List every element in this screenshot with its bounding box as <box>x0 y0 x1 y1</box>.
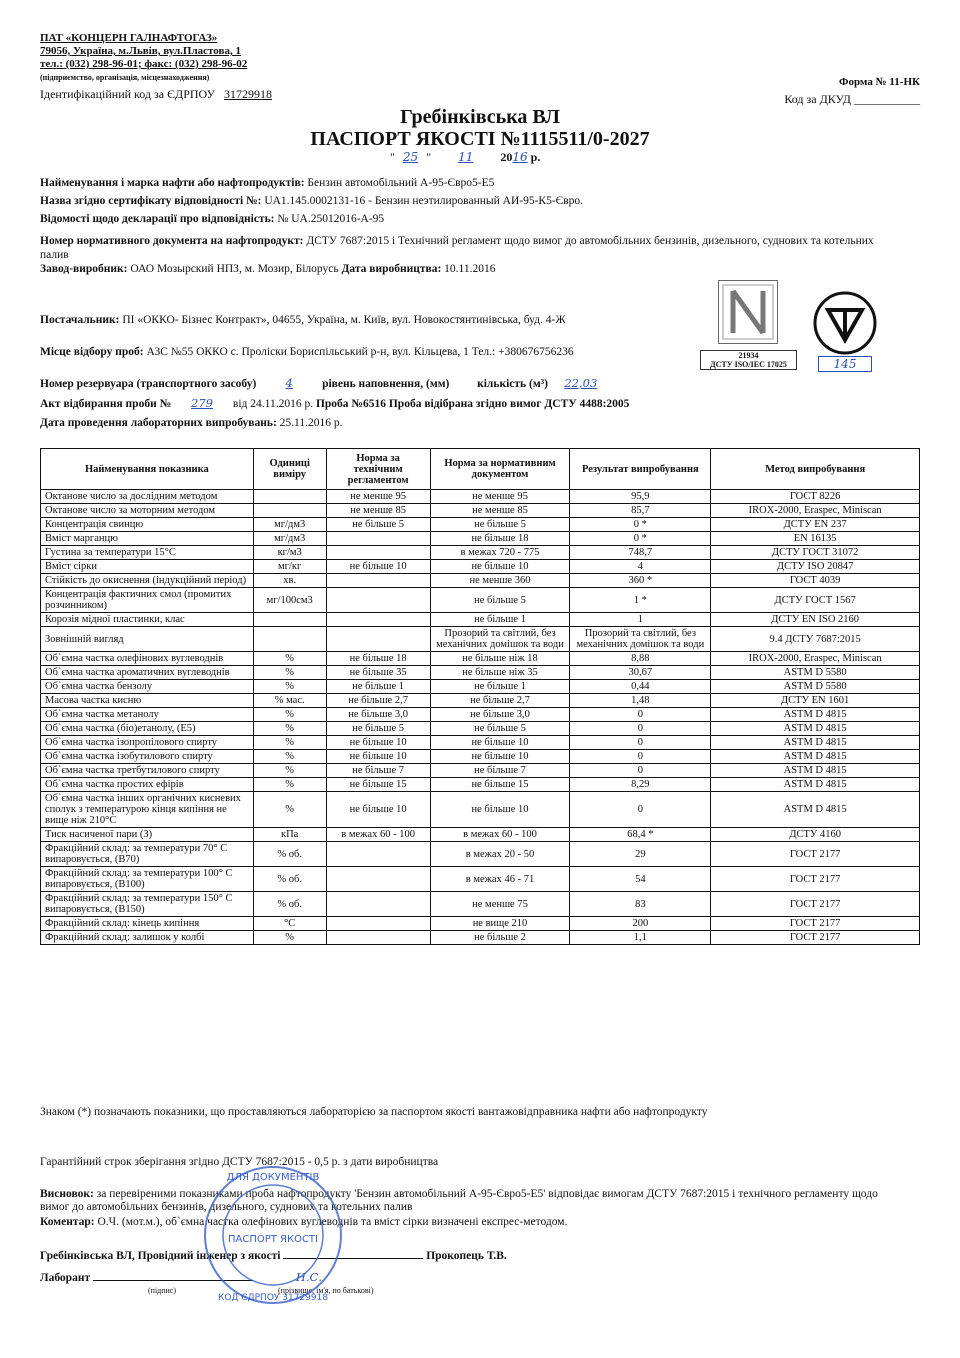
header-indicator: Найменування показника <box>41 449 254 490</box>
seal-code-text: КОД ЄДРПОУ 31729918 <box>217 1293 329 1303</box>
cert-value: UA1.145.0002131-16 - Бензин неэтилированный АИ-95-К5-Євро. <box>264 195 584 207</box>
cell-result: 4 <box>570 560 711 574</box>
table-row <box>41 867 920 892</box>
cell-indicator: Концентрація свинцю <box>41 518 254 532</box>
cell-unit: мг/кг <box>253 560 326 574</box>
cert-field <box>40 194 900 208</box>
cell-method: ASTM D 4815 <box>711 736 920 750</box>
product-field <box>40 176 900 190</box>
passport-date: " 25 " 11 2016 р. <box>390 150 541 164</box>
edrpou-value: 31729918 <box>224 87 273 101</box>
cell-result: 8,88 <box>570 652 711 666</box>
cell-indicator: Фракційний склад: за температури 70° С випаровується, (В70) <box>41 842 254 867</box>
table-row <box>41 736 920 750</box>
cell-norm-document: не більше ніж 18 <box>430 652 570 666</box>
cell-method: EN 16135 <box>711 532 920 546</box>
lab-stamp-number: 145 <box>818 356 872 372</box>
cell-result: 83 <box>570 892 711 917</box>
cell-norm-regulation: не більше 10 <box>326 792 430 828</box>
accreditation-number: 21934 <box>738 351 759 360</box>
cell-norm-document: не менше 75 <box>430 892 570 917</box>
cell-norm-document: не вище 210 <box>430 917 570 931</box>
cell-indicator: Вміст марганцю <box>41 532 254 546</box>
header-method: Метод випробування <box>711 449 920 490</box>
tank-label: Номер резервуара (транспортного засобу) <box>40 378 257 390</box>
sampling-value: АЗС №55 ОККО с. Пролiски Бориспільський р-н, вул. Кільцева, 1 Тел.: +380676756236 <box>146 346 574 358</box>
cell-norm-regulation <box>326 627 430 652</box>
cell-method: IROX-2000, Eraspec, Miniscan <box>711 504 920 518</box>
cell-method: ASTM D 4815 <box>711 750 920 764</box>
table-row <box>41 778 920 792</box>
cell-indicator: Фракційний склад: за температури 100° С випаровується, (В100) <box>41 867 254 892</box>
cell-method: ДСТУ EN 237 <box>711 518 920 532</box>
table-row <box>41 504 920 518</box>
cell-unit: % <box>253 764 326 778</box>
cell-norm-regulation: не більше 2,7 <box>326 694 430 708</box>
supplier-field <box>40 313 680 327</box>
cell-norm-regulation <box>326 588 430 613</box>
date-year-end: р. <box>530 150 541 164</box>
table-row <box>41 613 920 627</box>
cell-unit <box>253 627 326 652</box>
cell-unit: % <box>253 931 326 945</box>
table-row <box>41 490 920 504</box>
cell-norm-document: не більше 2,7 <box>430 694 570 708</box>
cell-norm-document: не більше 5 <box>430 722 570 736</box>
plant-value: ОАО Мозырский НПЗ, м. Мозир, Білорусь <box>130 263 339 275</box>
act-date: від 24.11.2016 р. <box>232 398 314 410</box>
cell-result: 0 * <box>570 532 711 546</box>
norm-value: ДСТУ 7687:2015 і Технічний регламент щодо вимог до автомобільних бензинів, дизельного, суднових та котельних палив <box>40 235 874 261</box>
company-seal <box>198 1150 348 1320</box>
caption-sign: (підпис) <box>148 1286 177 1295</box>
cell-result: 0 <box>570 792 711 828</box>
header-norm-document: Норма за нормативним документом <box>430 449 570 490</box>
sampling-label: Місце відбору проб: <box>40 346 144 358</box>
cell-norm-regulation <box>326 892 430 917</box>
cell-result: 8,29 <box>570 778 711 792</box>
cell-unit: % <box>253 652 326 666</box>
date-month: 11 <box>458 150 474 164</box>
declaration-field <box>40 212 900 226</box>
cell-norm-document: не більше 10 <box>430 750 570 764</box>
cell-method: ГОСТ 8226 <box>711 490 920 504</box>
table-row <box>41 574 920 588</box>
cell-unit: мг/дм3 <box>253 532 326 546</box>
cell-indicator: Об`ємна частка ізопропілового спирту <box>41 736 254 750</box>
lab-assistant-label: Лаборант <box>40 1272 91 1284</box>
cell-norm-document: в межах 46 - 71 <box>430 867 570 892</box>
supplier-label: Постачальник: <box>40 314 120 326</box>
cell-method: ДСТУ EN 1601 <box>711 694 920 708</box>
cell-method: ASTM D 4815 <box>711 778 920 792</box>
cell-norm-regulation <box>326 842 430 867</box>
asterisk-note: Знаком (*) позначають показники, що проставляються лабораторією за паспортом якості вантажовідправника нафти або нафтопродукту <box>40 1106 708 1118</box>
edrpou-line <box>40 88 272 101</box>
cell-indicator: Фракційний склад: за температури 150° С випаровується, (В150) <box>41 892 254 917</box>
cell-norm-regulation: не більше 15 <box>326 778 430 792</box>
engineer-label: Гребінківська ВЛ, Провідний інженер з якості <box>40 1250 281 1262</box>
cell-norm-regulation <box>326 532 430 546</box>
quality-table <box>40 448 920 945</box>
cell-norm-document: Прозорий та світлий, без механічних домішок та води <box>430 627 570 652</box>
table-row <box>41 892 920 917</box>
passport-title: ПАСПОРТ ЯКОСТІ №1115511/0-2027 <box>310 128 650 150</box>
cell-indicator: Октанове число за дослідним методом <box>41 490 254 504</box>
cell-norm-document: не менше 95 <box>430 490 570 504</box>
cell-indicator: Стійкість до окиснення (індукційний період) <box>41 574 254 588</box>
cell-method: ASTM D 4815 <box>711 764 920 778</box>
cell-method: ДСТУ ГОСТ 1567 <box>711 588 920 613</box>
cell-indicator: Тиск насиченої пари (З) <box>41 828 254 842</box>
cell-result: 1,48 <box>570 694 711 708</box>
lab-date-value: 25.11.2016 р. <box>279 417 343 429</box>
cell-indicator: Об`ємна частка третбутилового спирту <box>41 764 254 778</box>
cell-unit: °С <box>253 917 326 931</box>
cell-norm-document: не більше 5 <box>430 518 570 532</box>
cell-norm-regulation: не більше 18 <box>326 652 430 666</box>
table-row <box>41 917 920 931</box>
conclusion-value: за перевіреними показниками проба нафтопродукту 'Бензин автомобільний А-95-Євро5-Е5' відповідає вимогам ДСТУ 7687:2015 і технічного регламенту щодо вимог до автомобільних бензинів, дизельного, суднових та котельних палив <box>40 1188 878 1213</box>
table-row <box>41 764 920 778</box>
tank-field <box>40 376 900 391</box>
cell-unit: % <box>253 708 326 722</box>
cell-indicator: Об`ємна частка ізобутилового спирту <box>41 750 254 764</box>
supplier-value: ПІ «ОККО- Бізнес Контракт», 04655, Україна, м. Київ, вул. Новокостянтинівська, буд. 4-Ж <box>122 314 566 326</box>
cell-norm-document: не більше 2 <box>430 931 570 945</box>
cell-norm-document: не більше ніж 35 <box>430 666 570 680</box>
cell-norm-regulation: не більше 10 <box>326 736 430 750</box>
organization-block <box>40 32 272 101</box>
table-row <box>41 842 920 867</box>
cell-norm-regulation: не більше 7 <box>326 764 430 778</box>
cell-unit: % мас. <box>253 694 326 708</box>
cell-result: 0 * <box>570 518 711 532</box>
cert-label: Назва згідно сертифікату відповідності №: <box>40 195 262 207</box>
table-header-row <box>41 449 920 490</box>
cell-indicator: Октанове число за моторним методом <box>41 504 254 518</box>
cell-method: ГОСТ 2177 <box>711 892 920 917</box>
cell-result: Прозорий та світлий, без механічних домішок та води <box>570 627 711 652</box>
cell-norm-regulation <box>326 613 430 627</box>
cell-unit: % об. <box>253 892 326 917</box>
cell-result: 0 <box>570 708 711 722</box>
conformity-mark-icon <box>812 290 878 356</box>
cell-norm-document: не більше 10 <box>430 792 570 828</box>
cell-method: ДСТУ EN ISO 2160 <box>711 613 920 627</box>
header-norm-regulation: Норма за технічним регламентом <box>326 449 430 490</box>
table-row <box>41 708 920 722</box>
header-unit: Одиниці виміру <box>253 449 326 490</box>
cell-method: ДСТУ 4160 <box>711 828 920 842</box>
product-label: Найменування і марка нафти або нафтопродуктів: <box>40 177 305 189</box>
cell-unit: % <box>253 680 326 694</box>
date-year-suffix: 16 <box>512 150 528 164</box>
table-row <box>41 680 920 694</box>
cell-norm-regulation <box>326 546 430 560</box>
cell-norm-document: не більше 10 <box>430 560 570 574</box>
conclusion <box>40 1188 900 1214</box>
accreditation-caption <box>700 350 797 370</box>
cell-unit: % <box>253 666 326 680</box>
org-address: 79056, Україна, м.Львів, вул.Пластова, 1 <box>40 45 241 57</box>
product-value: Бензин автомобільний А-95-Євро5-Е5 <box>307 177 495 189</box>
cell-norm-regulation: в межах 60 - 100 <box>326 828 430 842</box>
engineer-name: Прокопець Т.В. <box>426 1250 507 1262</box>
cell-method: ДСТУ ГОСТ 31072 <box>711 546 920 560</box>
mfg-date-label: Дата виробництва: <box>341 263 442 275</box>
cell-indicator: Об`ємна частка (біо)етанолу, (Е5) <box>41 722 254 736</box>
date-day: 25 <box>402 150 419 164</box>
cell-method: ГОСТ 2177 <box>711 867 920 892</box>
cell-unit <box>253 490 326 504</box>
cell-indicator: Фракційний склад: залишок у колбі <box>41 931 254 945</box>
lab-date-label: Дата проведення лабораторних випробувань: <box>40 417 277 429</box>
norm-field <box>40 234 900 262</box>
declaration-value: № UA.25012016-А-95 <box>277 213 385 225</box>
table-row <box>41 722 920 736</box>
table-row <box>41 750 920 764</box>
cell-method: ASTM D 5580 <box>711 680 920 694</box>
accreditation-standard: ДСТУ ISO/IEC 17025 <box>710 360 787 369</box>
cell-method: ASTM D 4815 <box>711 722 920 736</box>
cell-result: 29 <box>570 842 711 867</box>
cell-method: ASTM D 4815 <box>711 708 920 722</box>
cell-result: 54 <box>570 867 711 892</box>
cell-indicator: Густина за температури 15°С <box>41 546 254 560</box>
cell-norm-regulation: не більше 3,0 <box>326 708 430 722</box>
table-row <box>41 588 920 613</box>
cell-result: 360 * <box>570 574 711 588</box>
cell-norm-regulation: не більше 35 <box>326 666 430 680</box>
cell-norm-regulation: не більше 5 <box>326 518 430 532</box>
cell-indicator: Концентрація фактичних смол (промитих розчинником) <box>41 588 254 613</box>
cell-norm-document: в межах 720 - 775 <box>430 546 570 560</box>
signature-caption <box>40 1286 920 1295</box>
plant-label: Завод-виробник: <box>40 263 128 275</box>
cell-norm-regulation: не менше 95 <box>326 490 430 504</box>
cell-norm-document: не більше 10 <box>430 736 570 750</box>
cell-norm-regulation: не більше 1 <box>326 680 430 694</box>
act-field <box>40 396 900 411</box>
cell-norm-document: не більше 1 <box>430 613 570 627</box>
cell-result: 95,9 <box>570 490 711 504</box>
dkud-value: ___________ <box>854 92 920 106</box>
cell-norm-document: не більше 3,0 <box>430 708 570 722</box>
cell-unit: % <box>253 722 326 736</box>
cell-indicator: Фракційний склад: кінець кипіння <box>41 917 254 931</box>
cell-method: ASTM D 4815 <box>711 792 920 828</box>
cell-unit: мг/дм3 <box>253 518 326 532</box>
seal-center-text: ПАСПОРТ ЯКОСТІ <box>227 1234 319 1245</box>
mfg-date-value: 10.11.2016 <box>444 263 496 275</box>
lab-assistant-signature-line <box>40 1270 920 1284</box>
cell-norm-document: не менше 360 <box>430 574 570 588</box>
dkud-line <box>784 92 920 107</box>
cell-norm-regulation: не менше 85 <box>326 504 430 518</box>
cell-norm-document: не більше 15 <box>430 778 570 792</box>
org-name: ПАТ «КОНЦЕРН ГАЛНАФТОГАЗ» <box>40 32 218 44</box>
cell-norm-document: не більше 7 <box>430 764 570 778</box>
cell-method: ASTM D 5580 <box>711 666 920 680</box>
norm-label: Номер нормативного документа на нафтопродукт: <box>40 235 304 247</box>
header-result: Результат випробування <box>570 449 711 490</box>
table-row <box>41 792 920 828</box>
cell-norm-document: не менше 85 <box>430 504 570 518</box>
cell-norm-document: не більше 1 <box>430 680 570 694</box>
cell-method: ГОСТ 2177 <box>711 931 920 945</box>
cell-unit: % <box>253 778 326 792</box>
declaration-label: Відомості щодо декларації про відповідність: <box>40 213 275 225</box>
cell-indicator: Корозія мідної пластинки, клас <box>41 613 254 627</box>
cell-result: 1 * <box>570 588 711 613</box>
cell-unit: % об. <box>253 842 326 867</box>
table-row <box>41 560 920 574</box>
cell-norm-regulation: не більше 10 <box>326 560 430 574</box>
lab-title: Гребінківська ВЛ <box>400 106 560 128</box>
caption-name: (прізвище, ім'я, по батькові) <box>278 1286 374 1295</box>
table-row <box>41 931 920 945</box>
table-row <box>41 627 920 652</box>
cell-norm-document: в межах 60 - 100 <box>430 828 570 842</box>
qty-label: кількість (м³) <box>477 378 548 390</box>
cell-result: 30,67 <box>570 666 711 680</box>
cell-unit: мг/100см3 <box>253 588 326 613</box>
org-caption: (підприємство, організація, місцезнаходження) <box>40 73 210 82</box>
cell-indicator: Об`ємна частка метанолу <box>41 708 254 722</box>
cell-result: 0 <box>570 750 711 764</box>
form-number: Форма № 11-НК <box>839 76 920 88</box>
cell-unit: хв. <box>253 574 326 588</box>
cell-unit <box>253 613 326 627</box>
engineer-signature-line <box>40 1250 920 1262</box>
cell-method: ГОСТ 4039 <box>711 574 920 588</box>
date-year-prefix: 20 <box>500 150 513 164</box>
table-row <box>41 546 920 560</box>
table-row <box>41 694 920 708</box>
cell-result: 1 <box>570 613 711 627</box>
sample-label: Проба №6516 <box>315 398 386 410</box>
cell-norm-regulation <box>326 867 430 892</box>
cell-norm-document: не більше 5 <box>430 588 570 613</box>
cell-norm-regulation <box>326 917 430 931</box>
table-row <box>41 518 920 532</box>
table-body <box>41 490 920 945</box>
cell-indicator: Об`ємна частка простих ефірів <box>41 778 254 792</box>
warranty-text: Гарантійний строк зберігання згідно ДСТУ 7687:2015 - 0,5 р. з дати виробництва <box>40 1156 439 1168</box>
cell-result: 0 <box>570 736 711 750</box>
lab-date-field <box>40 416 900 430</box>
accreditation-logo <box>718 280 778 344</box>
comment-label: Коментар: <box>40 1216 95 1228</box>
cell-result: 0 <box>570 722 711 736</box>
tank-value: 4 <box>285 376 293 390</box>
act-label: Акт відбирання проби № <box>40 398 172 410</box>
cell-norm-document: не більше 18 <box>430 532 570 546</box>
table-row <box>41 532 920 546</box>
plant-field <box>40 262 900 276</box>
seal-ring-text: ДЛЯ ДОКУМЕНТІВ <box>226 1172 320 1183</box>
cell-result: 200 <box>570 917 711 931</box>
cell-unit <box>253 504 326 518</box>
cell-unit: % <box>253 750 326 764</box>
cell-norm-regulation: не більше 10 <box>326 750 430 764</box>
cell-indicator: Об`ємна частка бензолу <box>41 680 254 694</box>
comment-value: О.Ч. (мот.м.), об`ємна частка олефінових вуглеводнів та вміст сірки визначені експрес-методом. <box>97 1216 568 1228</box>
qty-value: 22,03 <box>564 376 598 390</box>
cell-unit: % <box>253 792 326 828</box>
sampling-field <box>40 345 680 359</box>
cell-indicator: Масова частка кисню <box>41 694 254 708</box>
cell-method: ДСТУ ISO 20847 <box>711 560 920 574</box>
cell-indicator: Об`ємна частка ароматичних вуглеводнів <box>41 666 254 680</box>
cell-result: 748,7 <box>570 546 711 560</box>
cell-unit: кПа <box>253 828 326 842</box>
conclusion-label: Висновок: <box>40 1188 94 1200</box>
cell-norm-regulation: не більше 5 <box>326 722 430 736</box>
cell-unit: % об. <box>253 867 326 892</box>
cell-result: 0 <box>570 764 711 778</box>
cell-result: 68,4 * <box>570 828 711 842</box>
cell-result: 1,1 <box>570 931 711 945</box>
sample-requirement: Проба відібрана згідно вимог ДСТУ 4488:2005 <box>388 398 630 410</box>
org-phone: тел.: (032) 298-96-01; факс: (032) 298-96-02 <box>40 58 248 70</box>
cell-result: 0,44 <box>570 680 711 694</box>
cell-result: 85,7 <box>570 504 711 518</box>
cell-indicator: Зовнішній вигляд <box>41 627 254 652</box>
table-row <box>41 652 920 666</box>
act-value: 279 <box>191 396 213 410</box>
cell-method: ГОСТ 2177 <box>711 842 920 867</box>
cell-norm-document: в межах 20 - 50 <box>430 842 570 867</box>
lab-assistant-name: Н.С. <box>295 1270 322 1284</box>
cell-indicator: Вміст сірки <box>41 560 254 574</box>
cell-indicator: Об`ємна частка олефінових вуглеводнів <box>41 652 254 666</box>
dkud-label: Код за ДКУД <box>784 92 851 106</box>
cell-method: ГОСТ 2177 <box>711 917 920 931</box>
cell-unit: кг/м3 <box>253 546 326 560</box>
level-label: рівень наповнення, (мм) <box>322 378 450 390</box>
table-row <box>41 666 920 680</box>
cell-indicator: Об`ємна частка інших органічних кисневих сполук з температурою кінця кипіння не вище ніж 210°С <box>41 792 254 828</box>
cell-norm-regulation <box>326 931 430 945</box>
edrpou-label: Ідентифікаційний код за ЄДРПОУ <box>40 87 216 101</box>
cell-method: 9.4 ДСТУ 7687:2015 <box>711 627 920 652</box>
cell-norm-regulation <box>326 574 430 588</box>
cell-unit: % <box>253 736 326 750</box>
cell-method: IROX-2000, Eraspec, Miniscan <box>711 652 920 666</box>
table-row <box>41 828 920 842</box>
